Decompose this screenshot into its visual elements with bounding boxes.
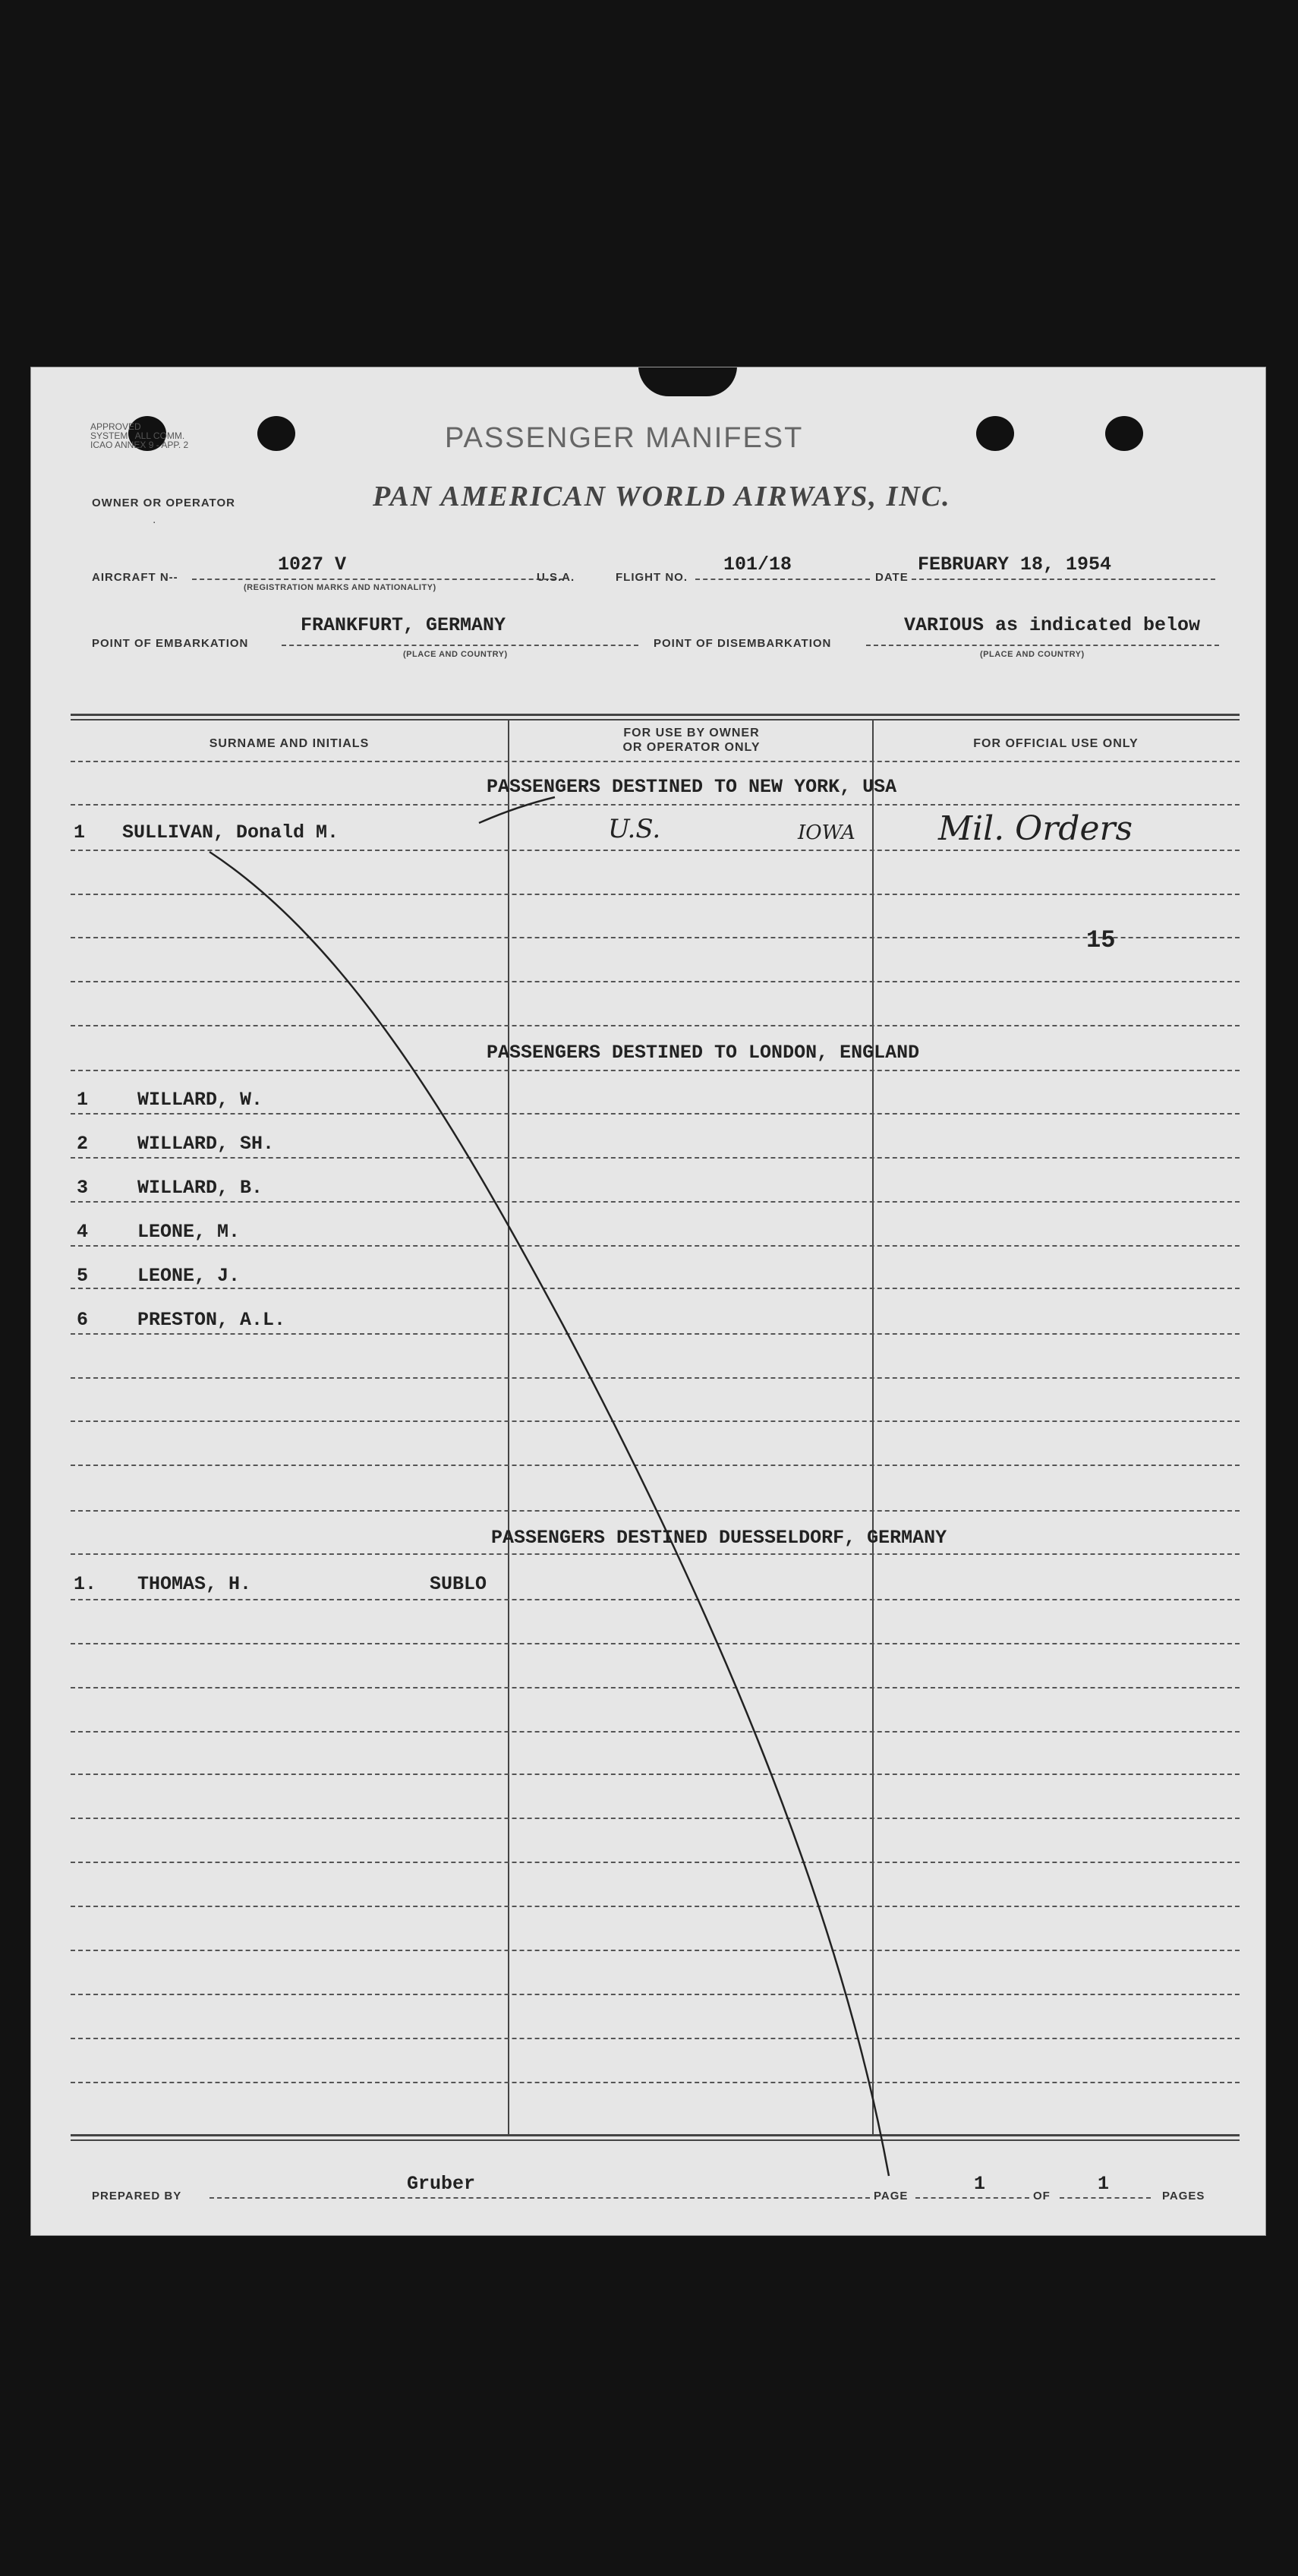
london-row-name: LEONE, M. bbox=[137, 1221, 241, 1243]
london-row-name: WILLARD, SH. bbox=[137, 1133, 275, 1155]
london-row-number: 2 bbox=[77, 1133, 89, 1155]
column-header-surname: SURNAME AND INITIALS bbox=[209, 737, 370, 750]
column-header-owner-use: FOR USE BY OWNER OR OPERATOR ONLY bbox=[622, 727, 761, 754]
flight-label: FLIGHT NO. bbox=[616, 571, 688, 584]
flight-value: 101/18 bbox=[723, 553, 792, 575]
handwritten-us: U.S. bbox=[608, 814, 661, 844]
prepared-label: PREPARED BY bbox=[92, 2190, 182, 2202]
aircraft-value: 1027 V bbox=[278, 553, 347, 575]
section-duesseldorf: PASSENGERS DESTINED DUESSELDORF, GERMANY bbox=[491, 1527, 947, 1549]
pages-label: PAGES bbox=[1162, 2190, 1205, 2202]
london-row-number: 6 bbox=[77, 1309, 89, 1331]
usa-label: U.S.A. bbox=[537, 571, 575, 584]
registration-note: (REGISTRATION MARKS AND NATIONALITY) bbox=[244, 583, 436, 592]
form-title: PASSENGER MANIFEST bbox=[445, 422, 804, 454]
ny-row-name: SULLIVAN, Donald M. bbox=[122, 821, 339, 843]
place-country-note-1: (PLACE AND COUNTRY) bbox=[403, 650, 508, 659]
place-country-note-2: (PLACE AND COUNTRY) bbox=[980, 650, 1085, 659]
pen-line bbox=[210, 852, 889, 2176]
page-value: 1 bbox=[974, 2173, 986, 2195]
embarkation-value: FRANKFURT, GERMANY bbox=[301, 614, 506, 636]
ny-row-number: 1 bbox=[74, 821, 86, 843]
handwritten-orders: Mil. Orders bbox=[938, 809, 1133, 848]
london-row-name: WILLARD, B. bbox=[137, 1177, 263, 1199]
london-row-name: PRESTON, A.L. bbox=[137, 1309, 286, 1331]
manifest-page: APPROVED SYSTEM ALL COMM. ICAO ANNEX 9 - APP. 2 PASSENGER MANIFEST OWNER OR OPERATOR PAN AMERICAN WORLD AIRWAYS, INC. . AIRCRAFT N-- 1027 V (REGISTRATION MARKS AND NATIONALITY) U.S.A. FLIGHT NO. 101/18 DATE FEBRUARY 18, 1954 POINT OF EMBARKATION FRANKFURT, GERMANY (PLACE AND COUNTRY) POINT OF DISEMBARKATION VARIOUS as indicated below (PLACE AND COUNTRY) SURNAME AND INITIALS FOR USE BY OWNER OR OPERATOR ONLY FOR OFFICIAL USE ONLY PASSENGERS DESTINED TO NEW YORK, USA 1 SULLIVAN, Donald M. U.S. IOWA Mil. Orders 15 PASSENGERS DESTINED TO LONDON, ENGLAND 1 WILLARD, W. 2 WILLARD, SH. 3 WILLARD, B. 4 LEONE, M. 5 LEONE, J. 6 PRESTON, A.L. PASSENGERS DESTINED DUESSELDORF, GERMANY 1. THOMAS, H. SUBLO PREPARED BY Gruber PAGE 1 OF 1 PAGES bbox=[30, 367, 1266, 2236]
date-label: DATE bbox=[875, 571, 909, 584]
page-label: PAGE bbox=[874, 2190, 909, 2202]
airline-name: PAN AMERICAN WORLD AIRWAYS, INC. bbox=[373, 481, 951, 512]
handwritten-count: 15 bbox=[1086, 926, 1116, 954]
aircraft-label: AIRCRAFT N-- bbox=[92, 571, 178, 584]
approval-note: APPROVED SYSTEM ALL COMM. ICAO ANNEX 9 - APP. 2 bbox=[90, 421, 189, 450]
london-row-number: 5 bbox=[77, 1265, 89, 1287]
owner-label: OWNER OR OPERATOR bbox=[92, 497, 235, 509]
dus-row-name: THOMAS, H. bbox=[137, 1573, 252, 1595]
section-new-york: PASSENGERS DESTINED TO NEW YORK, USA bbox=[487, 776, 897, 798]
london-row-number: 3 bbox=[77, 1177, 89, 1199]
date-value: FEBRUARY 18, 1954 bbox=[918, 553, 1112, 575]
london-row-name: LEONE, J. bbox=[137, 1265, 241, 1287]
of-label: OF bbox=[1033, 2190, 1051, 2202]
pen-strokes bbox=[31, 367, 1266, 2236]
section-london: PASSENGERS DESTINED TO LONDON, ENGLAND bbox=[487, 1042, 920, 1064]
dus-row-number: 1. bbox=[74, 1573, 97, 1595]
prepared-value: Gruber bbox=[407, 2173, 476, 2195]
london-row-number: 4 bbox=[77, 1221, 89, 1243]
handwritten-iowa: IOWA bbox=[798, 821, 855, 844]
pen-tick-mark bbox=[479, 797, 555, 823]
column-header-official-use: FOR OFFICIAL USE ONLY bbox=[973, 737, 1139, 750]
of-value: 1 bbox=[1098, 2173, 1110, 2195]
dus-row-extra: SUBLO bbox=[430, 1573, 487, 1595]
london-row-name: WILLARD, W. bbox=[137, 1089, 263, 1111]
disembarkation-value: VARIOUS as indicated below bbox=[904, 614, 1201, 636]
london-row-number: 1 bbox=[77, 1089, 89, 1111]
disembarkation-label: POINT OF DISEMBARKATION bbox=[654, 637, 832, 650]
embarkation-label: POINT OF EMBARKATION bbox=[92, 637, 249, 650]
